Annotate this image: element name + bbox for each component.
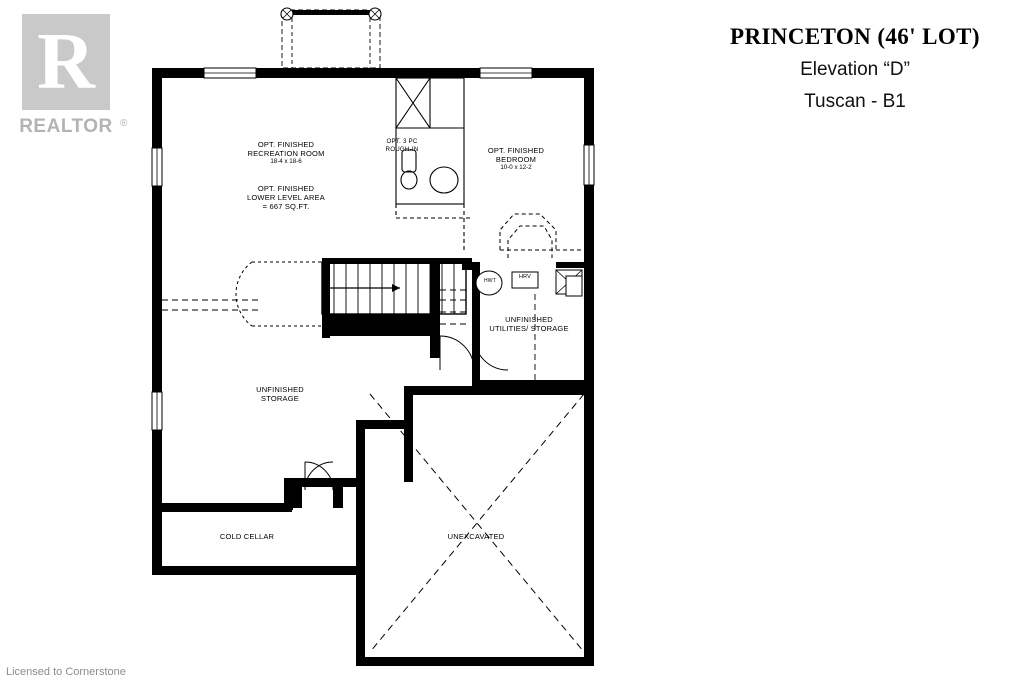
label-hrv-unit: HRV	[518, 274, 532, 280]
interior-partitions	[396, 78, 470, 250]
realtor-logo-letter: R	[37, 18, 95, 106]
unexcavated-hatch	[370, 394, 584, 652]
plan-model: Tuscan - B1	[804, 91, 906, 112]
label-cold-cellar: COLD CELLAR	[219, 532, 275, 541]
plan-title: PRINCETON (46' LOT)	[730, 24, 980, 49]
label-rough-in: OPT. 3 PC ROUGH-IN	[385, 138, 419, 153]
window-openings	[152, 68, 594, 430]
staircase	[322, 258, 472, 358]
license-footer: Licensed to Cornerstone	[6, 666, 126, 678]
plan-elevation: Elevation “D”	[800, 59, 910, 80]
registered-trademark-icon: ®	[120, 118, 128, 129]
upper-stair-dashed	[292, 18, 370, 68]
deck-outline	[281, 8, 381, 68]
label-recreation-room: OPT. FINISHED RECREATION ROOM 18-4 x 18-6	[247, 140, 325, 166]
realtor-logo-wordmark: REALTOR	[19, 116, 113, 137]
mechanical-equipment	[476, 270, 582, 296]
label-unexcavated: UNEXCAVATED	[447, 532, 505, 541]
label-hwt-unit: HWT	[484, 278, 496, 284]
label-unfinished-storage: UNFINISHED STORAGE	[256, 385, 304, 404]
bedroom-closet	[500, 214, 584, 258]
label-bedroom: OPT. FINISHED BEDROOM 10-0 x 12-2	[487, 146, 545, 172]
label-lower-level-area: OPT. FINISHED LOWER LEVEL AREA = 667 SQ.FT.	[247, 184, 325, 212]
label-utilities-storage: UNFINISHED UTILITIES/ STORAGE	[489, 315, 569, 334]
exterior-walls	[152, 68, 594, 666]
